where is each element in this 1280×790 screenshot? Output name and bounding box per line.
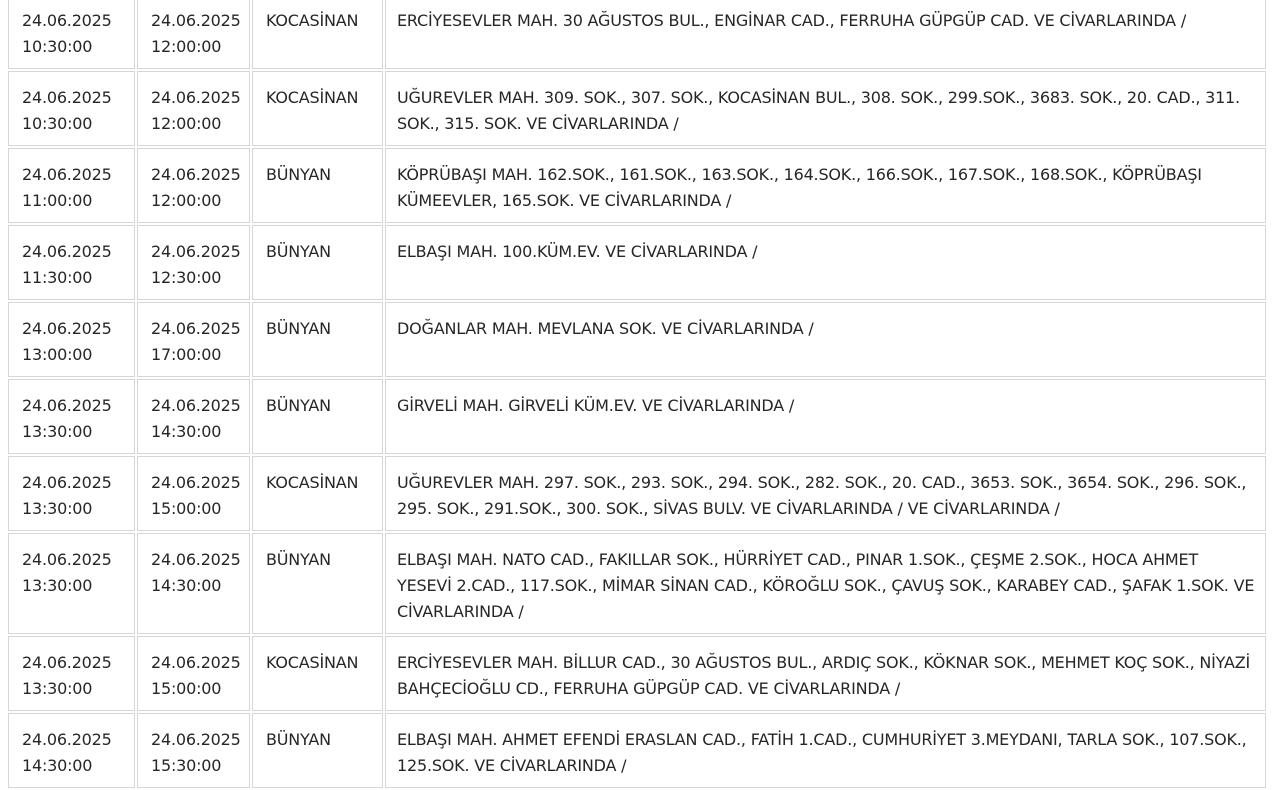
start-time: 13:30:00: [22, 422, 93, 441]
end-time: 17:00:00: [151, 345, 222, 364]
end-date: 24.06.2025: [151, 319, 241, 338]
end-time: 12:30:00: [151, 268, 222, 287]
end-date: 24.06.2025: [151, 11, 241, 30]
end-time: 15:00:00: [151, 679, 222, 698]
end-time: 12:00:00: [151, 37, 222, 56]
start-time: 13:30:00: [22, 576, 93, 595]
start-time: 10:30:00: [22, 114, 93, 133]
location-cell: ELBAŞI MAH. 100.KÜM.EV. VE CİVARLARINDA /: [385, 225, 1266, 300]
table-row: [8, 379, 1266, 454]
district-cell: KOCASİNAN: [252, 71, 383, 146]
start-date: 24.06.2025: [22, 319, 112, 338]
location-cell: ERCİYESEVLER MAH. 30 AĞUSTOS BUL., ENGİNAR CAD., FERRUHA GÜPGÜP CAD. VE CİVARLARINDA /: [385, 0, 1266, 69]
end-datetime-cell: [137, 225, 250, 300]
end-date: 24.06.2025: [151, 88, 241, 107]
end-time: 15:00:00: [151, 499, 222, 518]
location-cell: GİRVELİ MAH. GİRVELİ KÜM.EV. VE CİVARLARINDA /: [385, 379, 1266, 454]
end-date: 24.06.2025: [151, 396, 241, 415]
start-time: 13:30:00: [22, 679, 93, 698]
start-datetime-cell: [8, 302, 135, 377]
end-time: 12:00:00: [151, 114, 222, 133]
end-date: 24.06.2025: [151, 473, 241, 492]
end-time: 12:00:00: [151, 191, 222, 210]
end-time: 14:30:00: [151, 576, 222, 595]
location-cell: ELBAŞI MAH. NATO CAD., FAKILLAR SOK., HÜRRİYET CAD., PINAR 1.SOK., ÇEŞME 2.SOK., HOCA AHMET YESEVİ 2.CAD., 117.SOK., MİMAR SİNAN CAD., KÖROĞLU SOK., ÇAVUŞ SOK., KARABEY CAD., ŞAFAK 1.SOK. VE CİVARLARINDA /: [385, 533, 1266, 634]
outage-table: [6, 0, 1268, 790]
end-datetime-cell: [137, 148, 250, 223]
end-datetime-cell: [137, 456, 250, 531]
location-cell: UĞUREVLER MAH. 309. SOK., 307. SOK., KOCASİNAN BUL., 308. SOK., 299.SOK., 3683. SOK., 20. CAD., 311. SOK., 315. SOK. VE CİVARLARINDA /: [385, 71, 1266, 146]
end-datetime-cell: [137, 713, 250, 788]
end-date: 24.06.2025: [151, 550, 241, 569]
location-cell: ERCİYESEVLER MAH. BİLLUR CAD., 30 AĞUSTOS BUL., ARDIÇ SOK., KÖKNAR SOK., MEHMET KOÇ SOK., NİYAZİ BAHÇECİOĞLU CD., FERRUHA GÜPGÜP CAD. VE CİVARLARINDA /: [385, 636, 1266, 711]
district-cell: KOCASİNAN: [252, 0, 383, 69]
start-date: 24.06.2025: [22, 11, 112, 30]
start-datetime-cell: [8, 456, 135, 531]
location-cell: UĞUREVLER MAH. 297. SOK., 293. SOK., 294. SOK., 282. SOK., 20. CAD., 3653. SOK., 3654. SOK., 296. SOK., 295. SOK., 291.SOK., 300. SOK., SİVAS BULV. VE CİVARLARINDA / VE CİVARLARINDA /: [385, 456, 1266, 531]
location-cell: ELBAŞI MAH. AHMET EFENDİ ERASLAN CAD., FATİH 1.CAD., CUMHURİYET 3.MEYDANI, TARLA SOK., 107.SOK., 125.SOK. VE CİVARLARINDA /: [385, 713, 1266, 788]
table-row: [8, 302, 1266, 377]
end-date: 24.06.2025: [151, 730, 241, 749]
location-cell: KÖPRÜBAŞI MAH. 162.SOK., 161.SOK., 163.SOK., 164.SOK., 166.SOK., 167.SOK., 168.SOK., KÖPRÜBAŞI KÜMEEVLER, 165.SOK. VE CİVARLARINDA /: [385, 148, 1266, 223]
start-datetime-cell: [8, 713, 135, 788]
district-cell: BÜNYAN: [252, 225, 383, 300]
start-datetime-cell: [8, 533, 135, 634]
end-date: 24.06.2025: [151, 242, 241, 261]
end-datetime-cell: [137, 0, 250, 69]
start-time: 14:30:00: [22, 756, 93, 775]
start-datetime-cell: [8, 148, 135, 223]
district-cell: BÜNYAN: [252, 533, 383, 634]
start-date: 24.06.2025: [22, 730, 112, 749]
start-date: 24.06.2025: [22, 550, 112, 569]
end-datetime-cell: [137, 636, 250, 711]
table-row: [8, 713, 1266, 788]
end-date: 24.06.2025: [151, 165, 241, 184]
district-cell: BÜNYAN: [252, 379, 383, 454]
district-cell: BÜNYAN: [252, 302, 383, 377]
outage-table-body: [8, 0, 1266, 788]
end-datetime-cell: [137, 379, 250, 454]
start-date: 24.06.2025: [22, 396, 112, 415]
start-date: 24.06.2025: [22, 473, 112, 492]
table-row: [8, 456, 1266, 531]
start-datetime-cell: [8, 71, 135, 146]
table-row: [8, 71, 1266, 146]
start-time: 11:30:00: [22, 268, 93, 287]
start-date: 24.06.2025: [22, 653, 112, 672]
table-row: [8, 225, 1266, 300]
start-date: 24.06.2025: [22, 88, 112, 107]
end-date: 24.06.2025: [151, 653, 241, 672]
district-cell: KOCASİNAN: [252, 456, 383, 531]
table-row: [8, 533, 1266, 634]
end-time: 14:30:00: [151, 422, 222, 441]
district-cell: KOCASİNAN: [252, 636, 383, 711]
start-time: 11:00:00: [22, 191, 93, 210]
table-row: [8, 0, 1266, 69]
district-cell: BÜNYAN: [252, 713, 383, 788]
end-datetime-cell: [137, 71, 250, 146]
start-time: 10:30:00: [22, 37, 93, 56]
end-datetime-cell: [137, 533, 250, 634]
start-datetime-cell: [8, 225, 135, 300]
location-cell: DOĞANLAR MAH. MEVLANA SOK. VE CİVARLARINDA /: [385, 302, 1266, 377]
end-time: 15:30:00: [151, 756, 222, 775]
start-date: 24.06.2025: [22, 242, 112, 261]
start-date: 24.06.2025: [22, 165, 112, 184]
start-time: 13:00:00: [22, 345, 93, 364]
table-row: [8, 636, 1266, 711]
start-time: 13:30:00: [22, 499, 93, 518]
start-datetime-cell: [8, 379, 135, 454]
table-row: [8, 148, 1266, 223]
start-datetime-cell: [8, 0, 135, 69]
district-cell: BÜNYAN: [252, 148, 383, 223]
end-datetime-cell: [137, 302, 250, 377]
start-datetime-cell: [8, 636, 135, 711]
